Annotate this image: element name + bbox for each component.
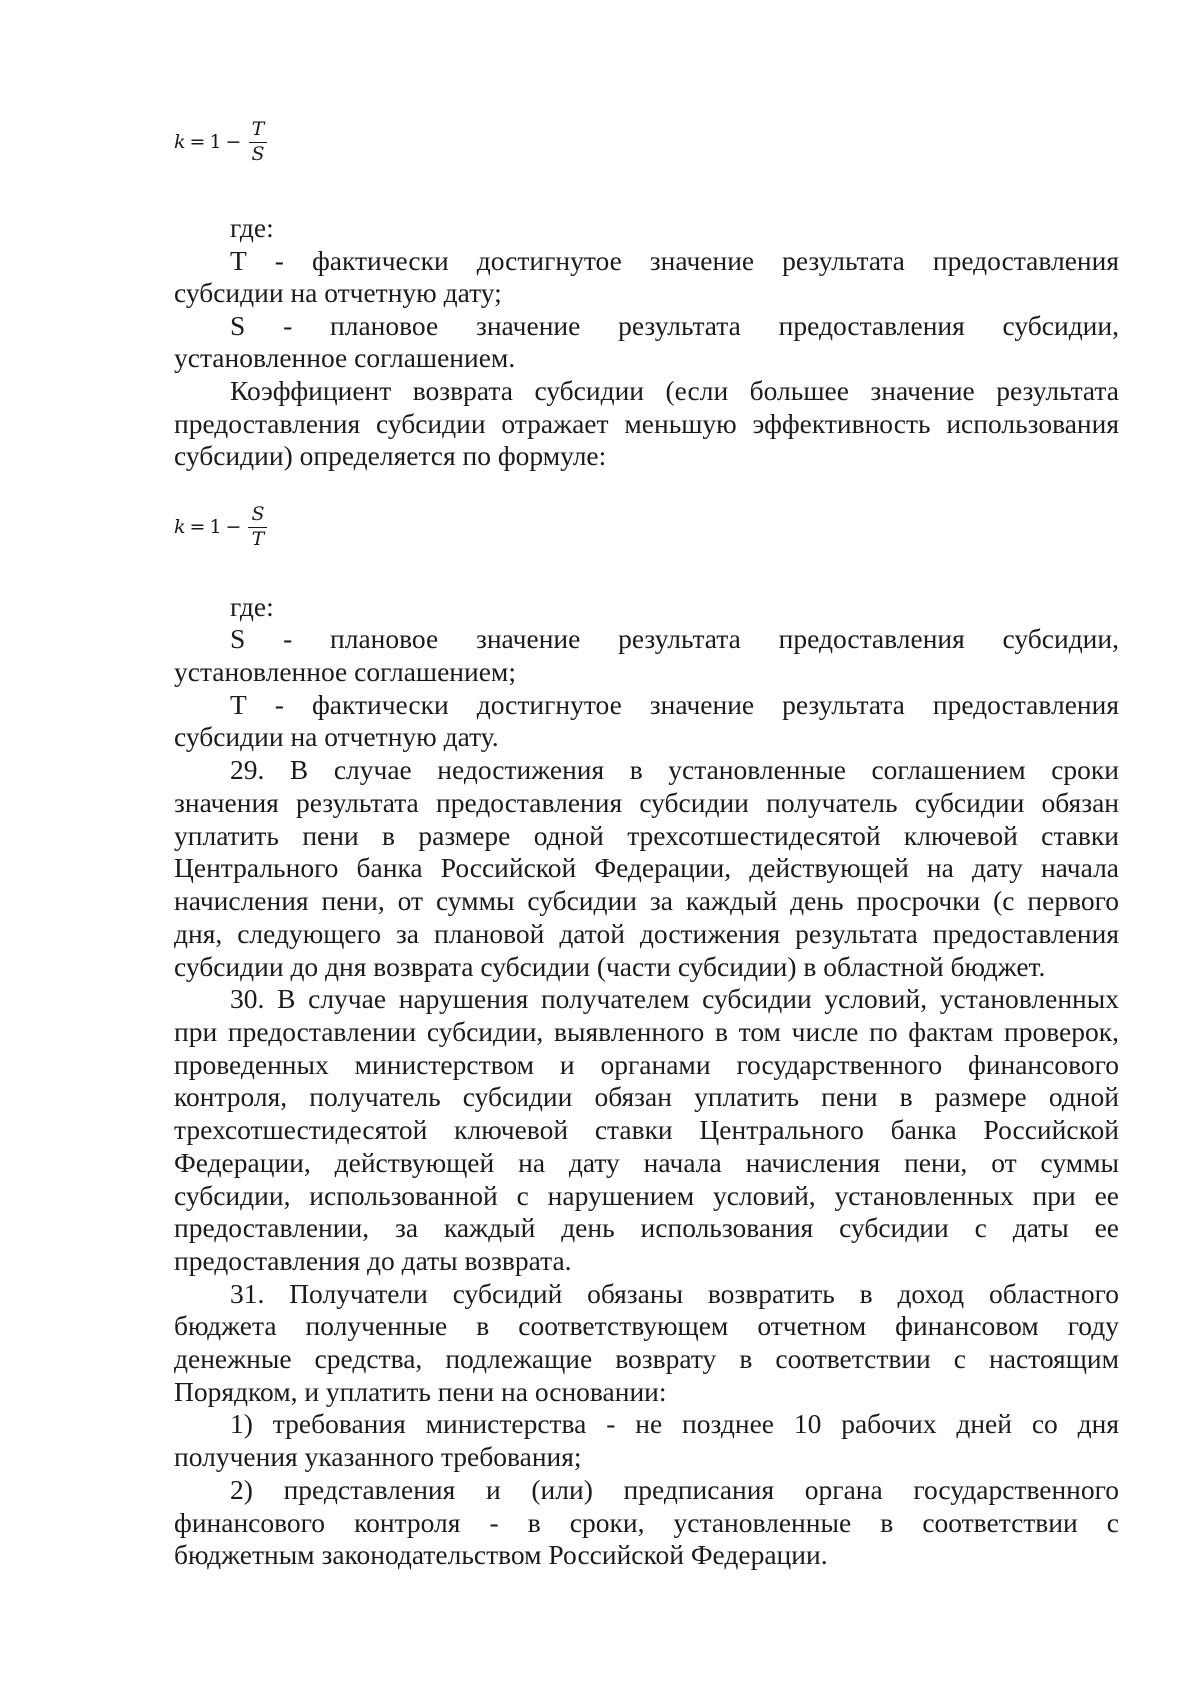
text-line: бюджета полученные в соответствующем отчетном финансовом году xyxy=(174,1310,1119,1341)
text-line: 1) требования министерства - не позднее 10 рабочих дней со дня xyxy=(230,1408,1119,1439)
text-line: 31. Получатели субсидий обязаны возвратить в доход областного xyxy=(230,1278,1119,1309)
text-line: Т - фактически достигнутое значение результата предоставления xyxy=(230,245,1119,276)
text-line: финансового контроля - в сроки, установленные в соответствии с xyxy=(174,1507,1119,1538)
text-line: Центрального банка Российской Федерации, действующей на дату начала xyxy=(174,852,1119,883)
text-line: Т - фактически достигнутое значение результата предоставления xyxy=(230,689,1119,720)
text-line: Порядком, и уплатить пени на основании: xyxy=(174,1376,667,1407)
text-line: субсидии) определяется по формуле: xyxy=(174,440,607,471)
text-line: Федерации, действующей на дату начала начисления пени, от суммы xyxy=(174,1147,1119,1178)
text-line: дня, следующего за плановой датой достижения результата предоставления xyxy=(174,918,1119,949)
text-line: трехсотшестидесятой ключевой ставки Центрального банка Российской xyxy=(174,1114,1119,1145)
text-line: субсидии до дня возврата субсидии (части субсидии) в областной бюджет. xyxy=(174,951,1046,982)
text-line: где: xyxy=(230,212,274,243)
text-line: 2) представления и (или) предписания органа государственного xyxy=(230,1474,1119,1505)
formula-fraction xyxy=(248,505,267,550)
text-line: субсидии на отчетную дату; xyxy=(174,277,502,308)
text-line: денежные средства, подлежащие возврату в соответствии с настоящим xyxy=(174,1343,1119,1374)
fraction-numerator: S xyxy=(248,505,267,528)
text-line: при предоставлении субсидии, выявленного в том числе по фактам проверок, xyxy=(174,1016,1119,1047)
text-line: установленное соглашением; xyxy=(174,656,516,687)
fraction-denominator: T xyxy=(251,527,265,550)
formula-k-one-minus-s-over-t xyxy=(174,505,267,550)
formula-k-one-minus-t-over-s xyxy=(174,120,267,165)
formula-equals: = xyxy=(189,516,206,539)
text-line: проведенных министерством и органами государственного финансового xyxy=(174,1049,1119,1080)
text-line: 29. В случае недостижения в установленные соглашением сроки xyxy=(230,754,1119,785)
text-line: Коэффициент возврата субсидии (если большее значение результата xyxy=(230,375,1119,406)
formula-minus: − xyxy=(225,516,242,539)
text-line: 30. В случае нарушения получателем субсидии условий, установленных xyxy=(230,983,1119,1014)
formula-fraction xyxy=(248,120,267,165)
formula-equals: = xyxy=(189,131,206,154)
text-line: бюджетным законодательством Российской Федерации. xyxy=(174,1539,828,1570)
text-line: где: xyxy=(230,591,274,622)
text-line: предоставления до даты возврата. xyxy=(174,1245,572,1276)
text-line: предоставления субсидии отражает меньшую эффективность использования xyxy=(174,408,1119,439)
text-line: уплатить пени в размере одной трехсотшестидесятой ключевой ставки xyxy=(174,820,1119,851)
text-line: контроля, получатель субсидии обязан уплатить пени в размере одной xyxy=(174,1081,1119,1112)
text-line: S - плановое значение результата предоставления субсидии, xyxy=(230,310,1119,341)
text-line: субсидии на отчетную дату. xyxy=(174,721,499,752)
formula-one: 1 xyxy=(209,131,222,154)
formula-one: 1 xyxy=(209,516,222,539)
fraction-numerator: T xyxy=(249,120,268,143)
text-line: получения указанного требования; xyxy=(174,1441,582,1472)
text-line: начисления пени, от суммы субсидии за каждый день просрочки (с первого xyxy=(174,885,1119,916)
text-line: предоставлении, за каждый день использования субсидии с даты ее xyxy=(174,1212,1119,1243)
formula-variable: k xyxy=(174,131,186,154)
text-line: значения результата предоставления субсидии получатель субсидии обязан xyxy=(174,787,1119,818)
text-line: субсидии, использованной с нарушением условий, установленных при ее xyxy=(174,1180,1119,1211)
fraction-denominator: S xyxy=(251,142,265,165)
text-line: установленное соглашением. xyxy=(174,342,516,373)
formula-minus: − xyxy=(225,131,242,154)
formula-variable: k xyxy=(174,516,186,539)
text-line: S - плановое значение результата предоставления субсидии, xyxy=(230,623,1119,654)
